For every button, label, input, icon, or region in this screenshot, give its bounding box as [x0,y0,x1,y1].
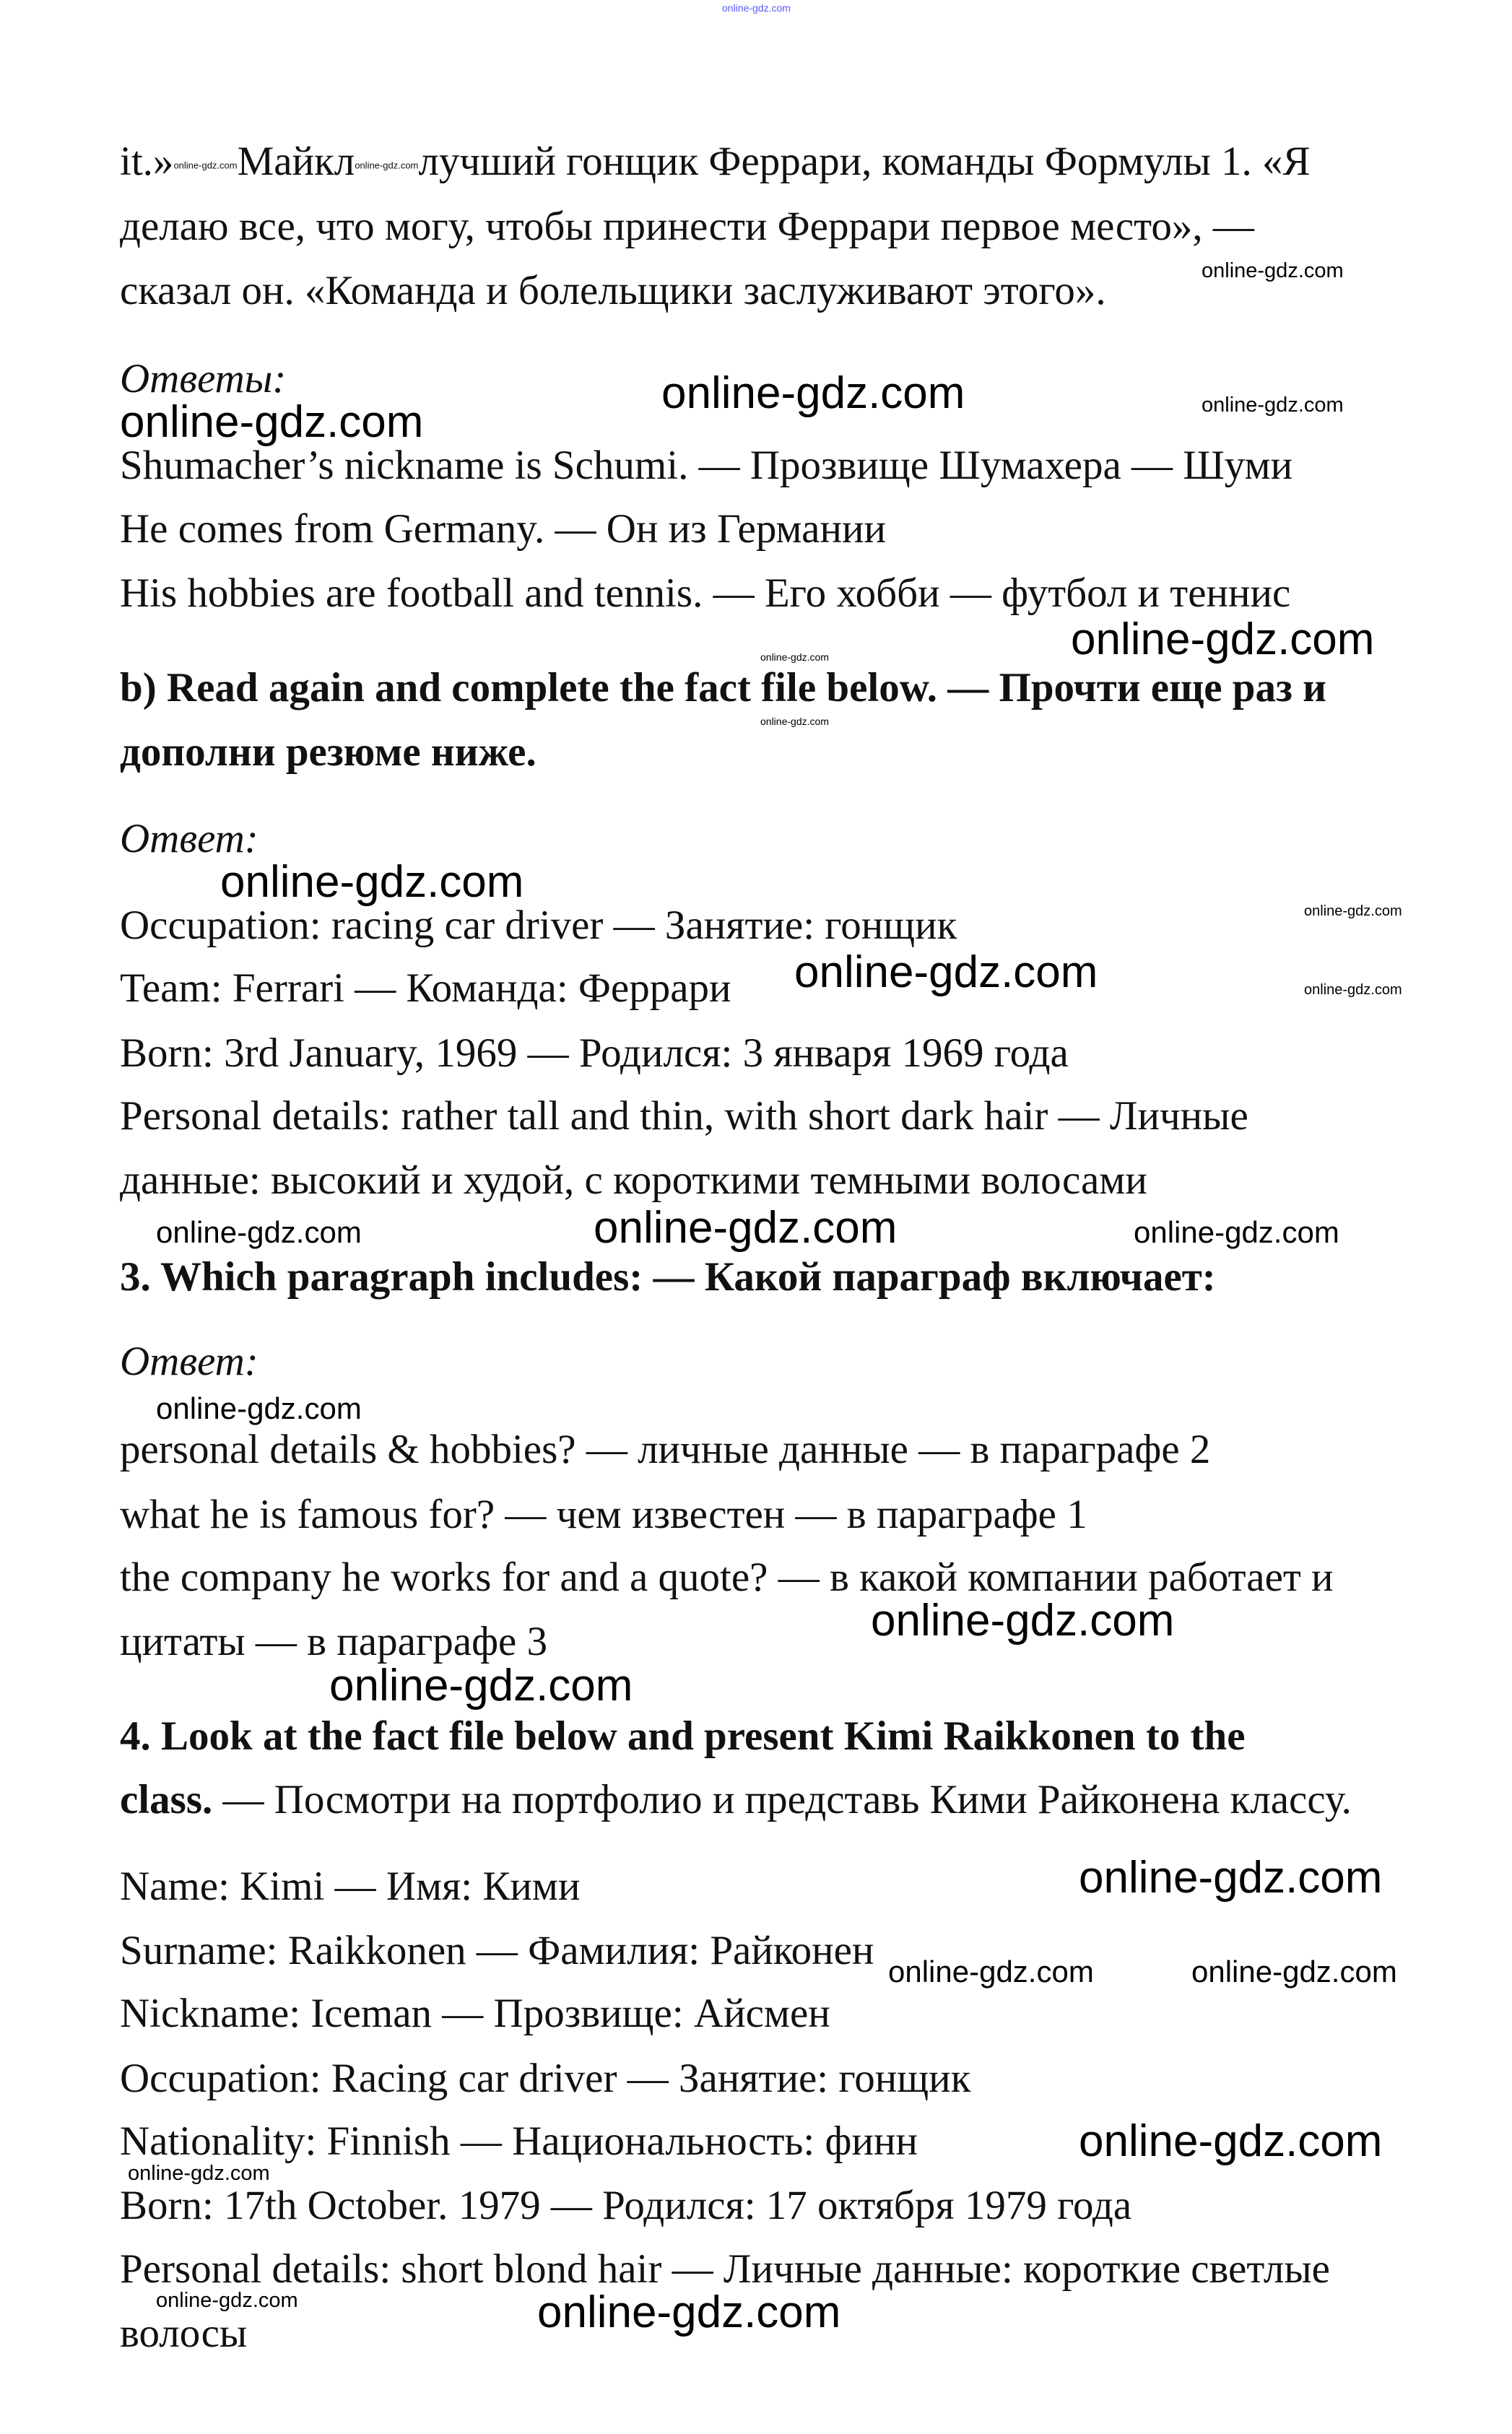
text-line: the company he works for and a quote? — в какой компании работает и [120,1555,1334,1600]
watermark: online-gdz.com [1304,982,1402,998]
text-line: He comes from Germany. — Он из Германии [120,506,886,552]
text-fragment: лучший гонщик Феррари, команды Формулы 1. «Я [418,139,1311,184]
watermark: online-gdz.com [1202,394,1344,417]
watermark: online-gdz.com [329,1661,633,1711]
answer-heading: Ответ: [120,1339,258,1384]
watermark: online-gdz.com [1079,2116,1383,2166]
text-line: данные: высокий и худой, с короткими темными волосами [120,1157,1147,1203]
text-line: what he is famous for? — чем известен — в параграфе 1 [120,1492,1087,1537]
text-line: Nickname: Iceman — Прозвище: Айсмен [120,1991,830,2036]
watermark: online-gdz.com [1134,1215,1339,1249]
watermark: online-gdz.com [794,947,1098,997]
text-line: цитаты — в параграфе 3 [120,1619,548,1664]
text-line: Shumacher’s nickname is Schumi. — Прозвище Шумахера — Шуми [120,443,1293,488]
watermark: online-gdz.com [220,857,524,907]
watermark: online-gdz.com [156,2289,298,2312]
text-line: делаю все, что могу, чтобы принести Феррари первое место», — [120,204,1254,249]
text-line: Surname: Raikkonen — Фамилия: Райконен [120,1928,874,1973]
watermark: online-gdz.com [888,1955,1094,1989]
watermark: online-gdz.com [128,2162,270,2185]
watermark: online-gdz.com [1071,614,1375,664]
text-line: волосы [120,2311,248,2356]
watermark: online-gdz.com [661,368,965,418]
answers-heading: Ответы: [120,356,287,401]
watermark: online-gdz.com [760,716,829,727]
watermark: online-gdz.com [156,1391,362,1425]
watermark: online-gdz.com [173,160,238,171]
text-line: Nationality: Finnish — Национальность: финн [120,2118,918,2164]
text-line: personal details & hobbies? — личные данные — в параграфе 2 [120,1427,1211,1472]
answer-heading: Ответ: [120,816,258,861]
watermark: online-gdz.com [1304,903,1402,919]
watermark: online-gdz.com [355,160,419,171]
text-fragment: Майкл [237,139,355,184]
watermark: online-gdz.com [760,651,829,663]
text-fragment: it.» [120,139,174,184]
text-line: Team: Ferrari — Команда: Феррари [120,965,731,1011]
task-heading: 3. Which paragraph includes: — Какой параграф включает: [120,1254,1216,1300]
text-line: Occupation: racing car driver — Занятие: гонщик [120,903,957,948]
watermark: online-gdz.com [722,2,791,14]
text-fragment: class. [120,1777,213,1822]
watermark: online-gdz.com [594,1203,898,1253]
watermark: online-gdz.com [1191,1955,1397,1989]
text-line: Born: 17th October. 1979 — Родился: 17 октября 1979 года [120,2183,1132,2228]
watermark: online-gdz.com [1202,259,1344,282]
task-heading: 4. Look at the fact file below and present Kimi Raikkonen to the [120,1713,1246,1759]
watermark: online-gdz.com [1079,1853,1383,1903]
watermark: online-gdz.com [871,1596,1175,1646]
watermark: online-gdz.com [156,1215,362,1249]
text-line [120,141,1311,182]
watermark: online-gdz.com [537,2287,841,2337]
text-line: Occupation: Racing car driver — Занятие: гонщик [120,2056,971,2101]
text-line: His hobbies are football and tennis. — Его хобби — футбол и теннис [120,570,1291,616]
text-line: Personal details: short blond hair — Личные данные: короткие светлые [120,2246,1330,2292]
task-heading: дополни резюме ниже. [120,729,536,775]
watermark: online-gdz.com [120,397,424,447]
text-line: сказал он. «Команда и болельщики заслуживают этого». [120,268,1106,313]
task-heading: b) Read again and complete the fact file below. — Прочти еще раз и [120,665,1326,710]
text-line [120,1779,1352,1820]
text-line: Born: 3rd January, 1969 — Родился: 3 января 1969 года [120,1030,1069,1076]
text-fragment: — Посмотри на портфолио и представь Кими Райконена классу. [212,1777,1352,1822]
text-line: Personal details: rather tall and thin, with short dark hair — Личные [120,1093,1248,1139]
text-line: Name: Kimi — Имя: Кими [120,1864,581,1909]
